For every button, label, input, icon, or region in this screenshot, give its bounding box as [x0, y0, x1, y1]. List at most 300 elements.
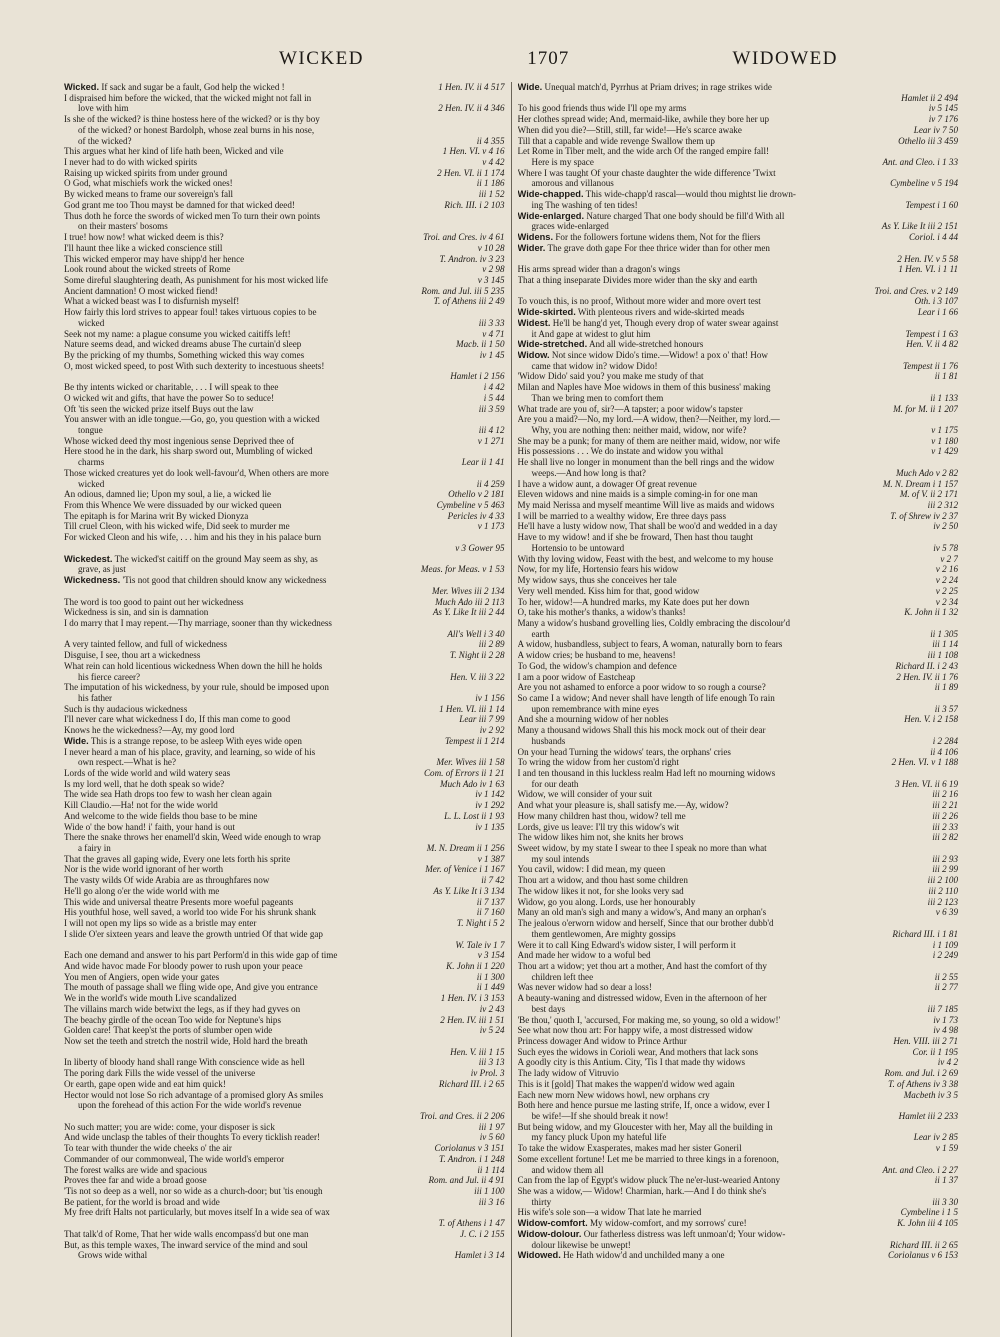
line-text: The poring dark Fills the wide vessel of the universe — [64, 1068, 256, 1079]
quotation-text — [518, 961, 959, 972]
line-text: a fairy in — [78, 843, 111, 854]
quotation-text — [518, 532, 959, 543]
entry-line — [64, 318, 505, 329]
play-reference: T. of Athens iv 3 38 — [888, 1078, 958, 1089]
quotation-text — [64, 457, 458, 468]
headword: Wicked. — [64, 82, 100, 92]
quotation-text — [518, 1186, 959, 1197]
entry-line — [64, 682, 505, 693]
entry-line — [64, 1036, 505, 1047]
play-reference: M. for M. ii 1 207 — [893, 403, 958, 414]
play-reference: Coriolanus v 3 151 — [434, 1143, 505, 1154]
quotation-text — [64, 136, 473, 147]
line-text: A widow, husbandless, subject to fears, A woman, naturally born to fears — [517, 639, 783, 650]
entry-line — [518, 361, 959, 372]
line-text: O wicked wit and gifts, that have the power So to seduce! — [64, 392, 275, 403]
line-text: Many an old man's sigh and many a widow's, And many an orphan's — [517, 907, 767, 918]
play-reference: iv 1 292 — [475, 800, 505, 811]
play-reference: iv 5 78 — [933, 542, 958, 553]
quotation-text — [518, 1047, 909, 1058]
entry-line — [64, 789, 505, 800]
play-reference: Cor. ii 1 195 — [912, 1046, 958, 1057]
line-text: But being widow, and my Gloucester with her, May all the building in — [517, 1121, 773, 1132]
line-text: Oft 'tis seen the wicked prize itself Buys out the law — [64, 403, 254, 414]
entry-line — [518, 103, 959, 114]
play-reference: iii 2 123 — [927, 896, 958, 907]
entry-line — [64, 543, 505, 554]
play-reference: As Y. Like It iii 2 44 — [432, 607, 505, 618]
entry-line — [64, 843, 505, 854]
play-reference: v 1 59 — [935, 1143, 958, 1154]
quotation-text — [64, 607, 429, 618]
entry-line — [518, 940, 959, 951]
line-text: Than we bring men to comfort them — [531, 392, 664, 403]
line-text: You cavil, widow: I did mean, my queen — [517, 864, 666, 875]
line-text: I'll never care what wickedness I do, If this man come to good — [64, 714, 291, 725]
entry-line — [518, 178, 959, 189]
play-reference: Hen. V. ii 4 82 — [906, 339, 958, 350]
line-text: I never had to do with wicked spirits — [64, 157, 198, 168]
quotation-text — [64, 125, 505, 136]
entry-line — [64, 457, 505, 468]
line-text: Seek not my name: a plague consume you wicked caitiffs left! — [64, 328, 291, 339]
entry-line — [518, 618, 959, 629]
quotation-text — [518, 307, 914, 318]
entry-line — [64, 972, 505, 983]
play-reference: v 1 387 — [477, 853, 505, 864]
quotation-text — [518, 168, 959, 179]
line-text: children left thee — [531, 971, 594, 982]
line-text: Many a widow's husband grovelling lies, Coldly embracing the discolour'd — [517, 617, 791, 628]
play-reference: iii 2 89 — [478, 639, 505, 650]
quotation-text — [64, 264, 478, 275]
play-reference: M. N. Dream i 1 157 — [882, 478, 958, 489]
quotation-text — [518, 221, 878, 232]
entry-line — [518, 1090, 959, 1101]
play-reference: iv 5 24 — [479, 1025, 505, 1036]
entry-line — [518, 950, 959, 961]
quotation-text — [64, 725, 476, 736]
play-reference: v 2 98 — [482, 264, 505, 275]
play-reference: Rom. and Jul. ii 4 91 — [428, 1175, 505, 1186]
quotation-text — [64, 489, 444, 500]
line-text: What trade are you of, sir?—A tapster; a poor widow's tapster — [517, 403, 743, 414]
line-text: be wife!—If she should break it now! — [531, 1111, 669, 1121]
entry-line — [64, 1175, 505, 1186]
quotation-text — [518, 940, 929, 951]
quotation-text — [64, 672, 446, 683]
line-text: husbands — [531, 735, 566, 746]
quotation-text — [64, 436, 474, 447]
entry-line — [518, 1015, 959, 1026]
line-text: Raising up wicked spirits from under ground — [64, 167, 228, 178]
play-reference: v 6 39 — [935, 907, 958, 918]
entry-line — [64, 586, 505, 597]
quotation-text — [64, 296, 430, 307]
play-reference: iii 1 100 — [474, 1186, 505, 1197]
play-reference: Much Ado v 2 82 — [896, 467, 958, 478]
entry-line — [64, 232, 505, 243]
play-reference: Cymbeline v 5 194 — [890, 178, 958, 189]
quotation-text — [64, 1079, 435, 1090]
line-text: of the wicked? — [78, 135, 132, 146]
quotation-text — [518, 1015, 930, 1026]
line-text: Nature charged That one body should be fill'd With all — [586, 210, 785, 221]
quotation-text — [518, 1122, 959, 1133]
play-reference: J. C. i 2 155 — [460, 1228, 505, 1239]
quotation-text — [64, 479, 473, 490]
entry-line — [518, 82, 959, 93]
quotation-text — [518, 1036, 890, 1047]
line-text: The jealous o'erworn widow and herself, Since that our brother dubb'd — [517, 918, 774, 929]
play-reference: Hamlet iii 2 233 — [898, 1111, 958, 1121]
quotation-text — [518, 854, 929, 865]
play-reference: Lear i 1 66 — [917, 307, 958, 318]
play-reference: Richard III. i 2 65 — [438, 1078, 505, 1089]
quotation-text — [518, 554, 937, 565]
play-reference: Othello iii 3 459 — [898, 135, 958, 146]
line-text: What rein can hold licentious wickedness When down the hill he holds — [64, 660, 323, 671]
quotation-text — [518, 768, 959, 779]
line-text: tongue — [78, 425, 103, 435]
quotation-text — [64, 189, 475, 200]
line-text: You answer with an idle tongue.—Go, go, you question with a wicked — [64, 414, 320, 425]
quotation-text — [518, 350, 959, 361]
play-reference: iv Prol. 3 — [470, 1068, 505, 1079]
line-text: Be patient, for the world is broad and wide — [64, 1196, 220, 1207]
entry-line — [518, 329, 959, 340]
play-reference: Richard II. i 2 43 — [895, 660, 958, 671]
quotation-text — [518, 178, 887, 189]
quotation-text — [518, 361, 900, 372]
entry-line — [64, 629, 505, 640]
play-reference: iv 2 92 — [479, 725, 505, 736]
entry-line — [518, 854, 959, 865]
play-reference: iii 1 108 — [927, 650, 958, 661]
line-text: Are you not ashamed to enforce a poor widow to so rough a course? — [517, 682, 766, 693]
entry-line — [518, 714, 959, 725]
headword: Widow. — [517, 349, 550, 360]
line-text: 'Tis not good that children should know any wickedness — [122, 575, 327, 586]
entry-line — [518, 521, 959, 532]
line-text: I slide O'er sixteen years and leave the growth untried Of that wide gap — [64, 928, 323, 939]
entry-line — [64, 597, 505, 608]
entry-line — [64, 1143, 505, 1154]
entry-line — [518, 1025, 959, 1036]
entry-line — [518, 200, 959, 211]
line-text: Very well mended. Kiss him for that, good widow — [517, 585, 700, 596]
line-text: This is a strange repose, to be asleep With eyes wide open — [90, 735, 302, 746]
play-reference: i 4 42 — [483, 382, 505, 393]
play-reference: iii 2 16 — [932, 789, 958, 800]
entry-line — [518, 907, 959, 918]
quotation-text — [64, 1186, 470, 1197]
play-reference: ii 2 55 — [934, 971, 958, 982]
quotation-text — [64, 1175, 424, 1186]
line-text: His wife's sole son—a widow That late he married — [517, 1207, 702, 1218]
line-text: His possessions . . . We do instate and widow you withal — [517, 446, 724, 457]
line-text: upon remembrance with mine eyes — [531, 703, 659, 714]
line-text: The grave doth gape For thee thrice wider than for other men — [547, 242, 770, 253]
line-text: Be thy intents wicked or charitable, . . . I will speak to thee — [64, 382, 279, 393]
quotation-text — [518, 436, 928, 447]
entry-line — [64, 93, 505, 104]
quotation-text — [64, 103, 434, 114]
play-reference: iv 1 156 — [475, 692, 505, 703]
right-running-head: WIDOWED — [732, 48, 838, 69]
line-text: He'll have a lusty widow now, That shall be woo'd and wedded in a day — [517, 521, 778, 532]
quotation-text — [518, 757, 888, 768]
quotation-text — [64, 532, 505, 543]
entry-line — [518, 1229, 959, 1240]
play-reference: ii 1 449 — [476, 982, 505, 993]
line-text: earth — [531, 628, 550, 639]
line-text: O, take his mother's thanks, a widow's thanks! — [517, 607, 686, 618]
play-reference: v 1 173 — [477, 521, 505, 532]
entry-line — [518, 136, 959, 147]
quotation-text — [64, 468, 505, 479]
entry-line — [64, 832, 505, 843]
quotation-text — [64, 425, 475, 436]
entry-line — [64, 1207, 505, 1218]
play-reference: i 1 109 — [932, 939, 958, 950]
entry-line — [64, 371, 505, 382]
quotation-text — [64, 918, 453, 929]
quotation-text — [64, 307, 505, 318]
entry-line — [64, 918, 505, 929]
quotation-text — [64, 972, 473, 983]
play-reference: Com. of Errors ii 1 21 — [423, 768, 505, 778]
quotation-text — [518, 189, 959, 200]
quotation-text — [518, 339, 903, 350]
quotation-text — [64, 779, 436, 790]
line-text: Many a thousand widows Shall this his mock mock out of their dear — [517, 725, 766, 736]
quotation-text — [64, 329, 478, 340]
line-text: and widow them all — [531, 1164, 604, 1175]
entry-line — [518, 479, 959, 490]
quotation-text — [518, 371, 931, 382]
quotation-text — [64, 361, 505, 372]
entry-line — [64, 1015, 505, 1026]
line-text: love with him — [78, 103, 129, 114]
play-reference: v 4 71 — [482, 328, 505, 339]
line-text: charms — [78, 457, 105, 468]
line-text: grave, as just — [78, 564, 126, 575]
quotation-text — [518, 704, 931, 715]
entry-line — [64, 886, 505, 897]
line-text: By wicked means to frame our sovereign's fall — [64, 189, 234, 200]
entry-line — [64, 811, 505, 822]
quotation-text — [64, 114, 505, 125]
entry-line — [518, 1240, 959, 1251]
entry-line — [518, 1004, 959, 1015]
line-text: Princess dowager And widow to Prince Arthur — [517, 1035, 687, 1046]
entry-line — [518, 125, 959, 136]
line-text: And wide unclasp the tables of their thoughts To every ticklish reader! — [64, 1132, 321, 1143]
entry-line — [64, 329, 505, 340]
line-text: To vouch this, is no proof, Without more wider and more overt test — [517, 296, 761, 307]
line-text: My free drift Halts not particularly, but moves itself In a wide sea of wax — [64, 1207, 330, 1218]
quotation-text — [518, 586, 932, 597]
entry-line — [64, 564, 505, 575]
entry-line — [64, 1240, 505, 1251]
play-reference: v 2 7 — [940, 553, 958, 564]
play-reference: K. John iii 4 105 — [897, 1218, 958, 1229]
line-text: on their masters' bosoms — [78, 221, 168, 232]
entry-line — [518, 1057, 959, 1068]
entry-line — [518, 404, 959, 415]
quotation-text — [64, 232, 419, 243]
line-text: Can from the lap of Egypt's widow pluck The ne'er-lust-wearied Antony — [517, 1175, 781, 1186]
quotation-text — [64, 318, 475, 329]
quotation-text — [64, 950, 474, 961]
quotation-text — [518, 318, 959, 329]
entry-line — [518, 1047, 959, 1058]
line-text: Now set the teeth and stretch the nostril wide, Hold hard the breath — [64, 1035, 308, 1046]
line-text: The vasty wilds Of wide Arabia are as throughfares now — [64, 875, 270, 886]
quotation-text — [64, 339, 452, 350]
entry-line — [518, 307, 959, 318]
page-number: 1707 — [527, 48, 570, 69]
entry-line — [518, 1207, 959, 1218]
quotation-text — [518, 479, 879, 490]
quotation-text — [64, 854, 474, 865]
entry-line — [64, 1090, 505, 1101]
play-reference: Hamlet i 2 156 — [450, 371, 505, 382]
entry-line — [64, 725, 505, 736]
entry-line — [518, 168, 959, 179]
quotation-text — [64, 82, 434, 93]
play-reference: M. of V. ii 2 171 — [899, 489, 958, 500]
entry-line — [518, 1143, 959, 1154]
entry-line — [518, 661, 959, 672]
entry-line — [64, 1111, 505, 1122]
play-reference: Cymbeline i 1 5 — [900, 1207, 958, 1218]
quotation-text — [518, 500, 924, 511]
quotation-text — [64, 886, 429, 897]
entry-line — [518, 972, 959, 983]
play-reference: v 3 154 — [477, 950, 505, 961]
play-reference: ii 4 106 — [930, 746, 958, 757]
play-reference: T. Night i 5 2 — [456, 918, 505, 929]
quotation-text — [518, 897, 924, 908]
line-text: Sweet widow, by my state I swear to thee I speak no more than what — [517, 843, 767, 854]
line-text: Thou art a widow, and thou hast some children — [517, 875, 688, 886]
quotation-text — [64, 875, 477, 886]
line-text: I never heard a man of his place, gravity, and learning, so wide of his — [64, 746, 316, 757]
line-text: Why, you are nothing then: neither maid, widow, nor wife? — [531, 425, 747, 435]
play-reference: i 2 284 — [932, 735, 958, 746]
entry-line — [518, 382, 959, 393]
quotation-text — [64, 178, 473, 189]
line-text: them gentlewomen, Are mighty gossips — [531, 928, 676, 939]
quotation-text — [518, 382, 959, 393]
play-reference: iii 2 312 — [927, 500, 958, 511]
play-reference: ii 1 300 — [476, 971, 505, 982]
entry-line — [64, 864, 505, 875]
line-text: She was a widow,— Widow! Charmian, hark.—And I do think she's — [517, 1186, 767, 1197]
line-text: To tear with thunder the wide cheeks o' the air — [64, 1143, 232, 1154]
play-reference: Tempest ii 1 76 — [903, 360, 958, 371]
line-text: his fierce career? — [78, 671, 141, 682]
quotation-text — [518, 597, 932, 608]
entry-line — [64, 393, 505, 404]
entry-line — [64, 672, 505, 683]
line-text: You men of Angiers, open wide your gates — [64, 971, 220, 982]
quotation-text — [518, 618, 959, 629]
quotation-text — [518, 1250, 885, 1261]
line-text: Each new morn New widows howl, new orphans cry — [517, 1089, 710, 1100]
quotation-text — [64, 682, 505, 693]
entry-line — [518, 211, 959, 222]
quotation-text — [64, 768, 420, 779]
entry-line — [518, 789, 959, 800]
quotation-text — [518, 789, 929, 800]
play-reference: Ant. and Cleo. i 2 27 — [882, 1164, 958, 1175]
line-text: I will not open my lips so wide as a bristle may enter — [64, 918, 257, 929]
line-text: How many children hast thou, widow? tell me — [517, 810, 686, 821]
line-text: To take the widow Exasperates, makes mad her sister Goneril — [517, 1143, 742, 1154]
play-reference: iii 2 26 — [932, 810, 958, 821]
line-text: The word is too good to paint out her wickedness — [64, 596, 244, 607]
entry-line — [64, 714, 505, 725]
quotation-text — [518, 511, 887, 522]
quotation-text — [64, 1057, 475, 1068]
play-reference: Rich. III. i 2 103 — [444, 199, 505, 210]
entry-line — [64, 136, 505, 147]
quotation-text — [518, 1132, 910, 1143]
entry-line — [518, 489, 959, 500]
line-text: He'll go along o'er the wide world with me — [64, 885, 220, 896]
line-text: Were it to call King Edward's widow sister, I will perform it — [517, 939, 736, 950]
quotation-text — [64, 993, 437, 1004]
quotation-text — [518, 950, 929, 961]
entry-line — [518, 607, 959, 618]
entry-line — [518, 371, 959, 382]
play-reference: iv 7 176 — [928, 114, 958, 125]
play-reference: iii 2 100 — [927, 875, 958, 886]
entry-line — [518, 704, 959, 715]
entry-line — [64, 339, 505, 350]
running-header — [64, 48, 958, 82]
entry-line — [64, 189, 505, 200]
play-reference: iii 3 33 — [478, 317, 505, 328]
play-reference: T. Andron. i 1 248 — [438, 1153, 505, 1164]
entry-line — [64, 779, 505, 790]
play-reference: ii 7 137 — [476, 896, 505, 907]
line-text: best days — [531, 1003, 566, 1014]
quotation-text — [518, 1100, 959, 1111]
line-text: I have a widow aunt, a dowager Of great revenue — [517, 478, 697, 489]
play-reference: Hamlet i 3 14 — [454, 1250, 505, 1261]
play-reference: iv 2 50 — [933, 521, 958, 532]
line-text: A very tainted fellow, and full of wickedness — [64, 639, 228, 650]
entry-line — [64, 1068, 505, 1079]
quotation-text — [64, 521, 474, 532]
entry-line — [64, 1154, 505, 1165]
line-text: Each one demand and answer to his part Perform'd in this wide gap of time — [64, 950, 338, 961]
play-reference: v 2 24 — [935, 575, 958, 586]
quotation-text — [64, 1197, 475, 1208]
quotation-text — [64, 1025, 476, 1036]
headword: Widest. — [517, 317, 551, 328]
quotation-text — [518, 157, 879, 168]
headword: Wickedness. — [64, 575, 121, 586]
entry-line — [518, 843, 959, 854]
quotation-text — [518, 811, 929, 822]
entry-line — [64, 425, 505, 436]
entry-line — [64, 511, 505, 522]
